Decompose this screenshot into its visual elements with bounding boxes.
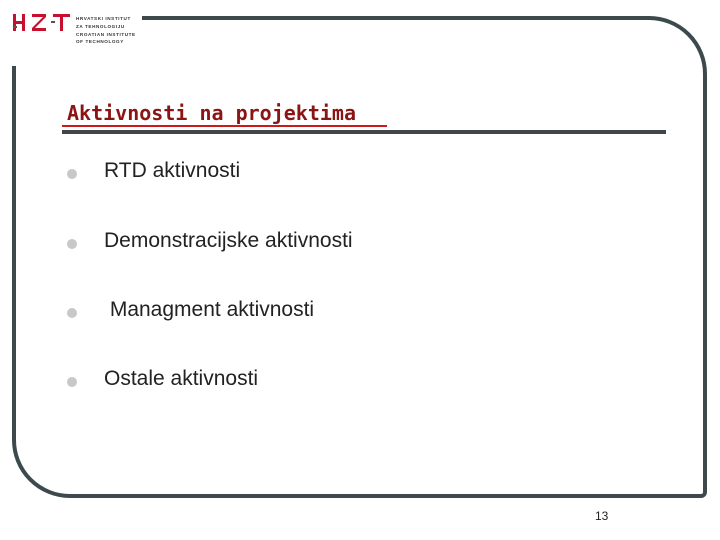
list-item	[67, 159, 667, 193]
bullet-text: Ostale aktivnosti	[104, 367, 259, 390]
bullet-icon	[67, 169, 77, 179]
logo	[0, 0, 142, 66]
list-item	[67, 367, 667, 401]
list-item	[67, 298, 667, 332]
bullet-text: RTD aktivnosti	[104, 159, 241, 182]
logo-line: ZA TEHNOLOGIJU	[76, 23, 125, 29]
page-number: 13	[595, 509, 609, 523]
title-divider	[62, 130, 666, 134]
logo-line: OF TECHNOLOGY	[76, 39, 124, 45]
title-underline	[62, 125, 387, 127]
bullet-text: Demonstracijske aktivnosti	[104, 229, 353, 252]
bullet-text: Managment aktivnosti	[104, 298, 315, 321]
bullet-icon	[67, 308, 77, 318]
slide-title: Aktivnosti na projektima	[67, 101, 356, 125]
logo-line: CROATIAN INSTITUTE	[76, 31, 136, 37]
list-item	[67, 229, 667, 263]
bullet-icon	[67, 239, 77, 249]
logo-text	[76, 15, 136, 46]
bullet-icon	[67, 377, 77, 387]
hzt-logo-icon	[13, 14, 73, 34]
logo-line: HRVATSKI INSTITUT	[76, 16, 131, 21]
